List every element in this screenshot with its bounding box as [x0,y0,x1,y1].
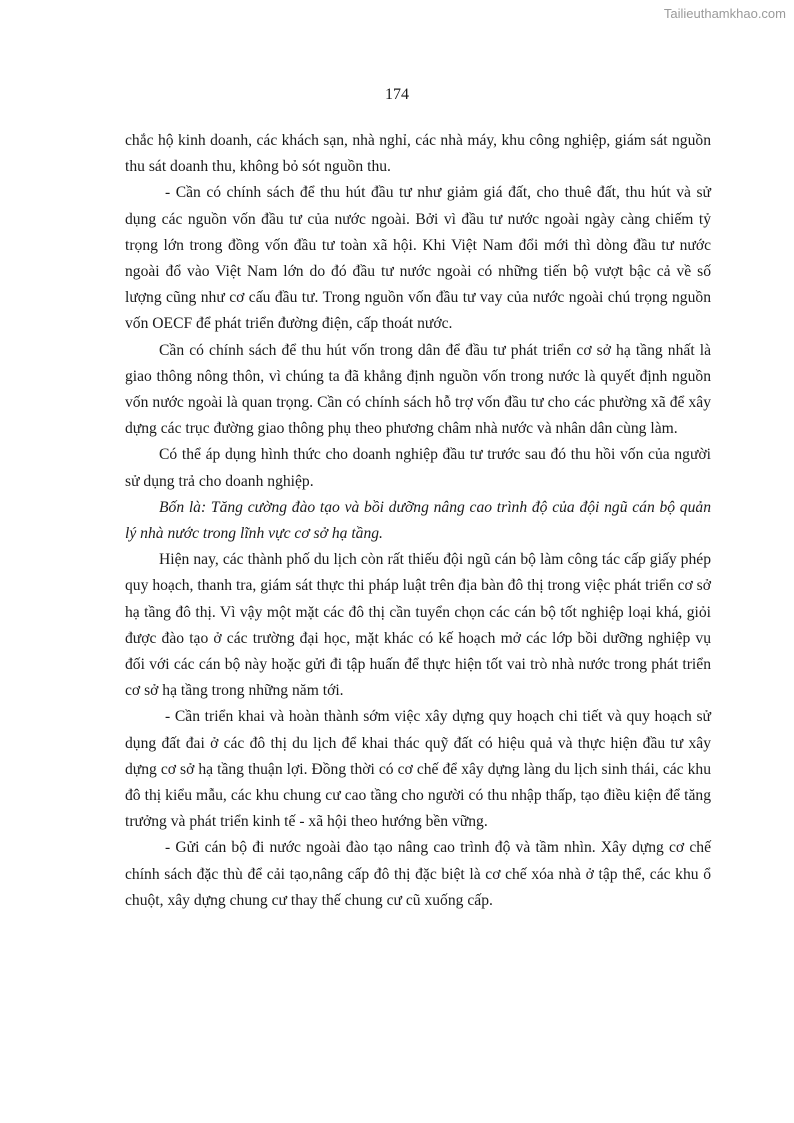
paragraph-staff-shortage: Hiện nay, các thành phố du lịch còn rất thiếu đội ngũ cán bộ làm công tác cấp giấy phép quy hoạch, thanh tra, giám sát thực thi pháp luật trên địa bàn đô thị trong việc phát triển cơ sở hạ tầng đô thị. Vì vậy một mặt các đô thị cần tuyển chọn các cán bộ tốt nghiệp loại khá, giỏi được đào tạo ở các trường đại học, mặt khác có kế hoạch mở các lớp bồi dưỡng nghiệp vụ đối với các cán bộ này hoặc gửi đi tập huấn để thực hiện tốt vai trò nhà nước trong phát triển cơ sở hạ tầng trong những năm tới. [125,551,711,700]
watermark: Tailieuthamkhao.com [663,6,786,21]
document-body [125,128,711,914]
section-heading-four: Bốn là: Tăng cường đào tạo và bồi dưỡng nâng cao trình độ của đội ngũ cán bộ quản lý nhà nước trong lĩnh vực cơ sở hạ tầng. [125,498,711,543]
paragraph-continuation: chắc hộ kinh doanh, các khách sạn, nhà nghỉ, các nhà máy, khu công nghiệp, giám sát nguồn thu sát doanh thu, không bỏ sót nguồn thu. [125,132,711,176]
paragraph-foreign-investment: - Cần có chính sách để thu hút đầu tư như giảm giá đất, cho thuê đất, thu hút và sử dụng các nguồn vốn đầu tư của nước ngoài. Bởi vì đầu tư nước ngoài ngày càng chiếm tỷ trọng lớn trong đồng vốn đầu tư toàn xã hội. Khi Việt Nam đổi mới thì dòng đầu tư nước ngoài đổ vào Việt Nam lớn do đó đầu tư nước ngoài có những tiến bộ vượt bậc cả về số lượng cũng như cơ cấu đầu tư. Trong nguồn vốn đầu tư vay của nước ngoài chú trọng nguồn vốn OECF để phát triển đường điện, cấp thoát nước. [125,184,711,333]
page-number: 174 [385,86,409,103]
paragraph-planning: - Cần triển khai và hoàn thành sớm việc xây dựng quy hoạch chi tiết và quy hoạch sử dụng đất đai ở các đô thị du lịch để khai thác quỹ đất có hiệu quả và thực hiện đầu tư xây dựng cơ sở hạ tầng thuận lợi. Đồng thời có cơ chế để xây dựng làng du lịch sinh thái, các khu đô thị kiểu mẫu, các khu chung cư cao tầng cho người có thu nhập thấp, tạo điều kiện để tăng trưởng và phát triển kinh tế - xã hội theo hướng bền vững. [125,708,711,831]
paragraph-enterprise-investment: Có thể áp dụng hình thức cho doanh nghiệp đầu tư trước sau đó thu hồi vốn của người sử dụng trả cho doanh nghiệp. [125,446,711,490]
paragraph-training-abroad: - Gửi cán bộ đi nước ngoài đào tạo nâng cao trình độ và tầm nhìn. Xây dựng cơ chế chính sách đặc thù để cải tạo,nâng cấp đô thị đặc biệt là cơ chế xóa nhà ở tập thể, các khu ổ chuột, xây dựng chung cư thay thế chung cư cũ xuống cấp. [125,839,711,909]
paragraph-domestic-capital: Cần có chính sách để thu hút vốn trong dân để đầu tư phát triển cơ sở hạ tầng nhất là giao thông nông thôn, vì chúng ta đã khẳng định nguồn vốn trong nước là quyết định nguồn vốn nước ngoài là quan trọng. Cần có chính sách hỗ trợ vốn đầu tư cho các phường xã để xây dựng các trục đường giao thông phụ theo phương châm nhà nước và nhân dân cùng làm. [125,341,711,438]
